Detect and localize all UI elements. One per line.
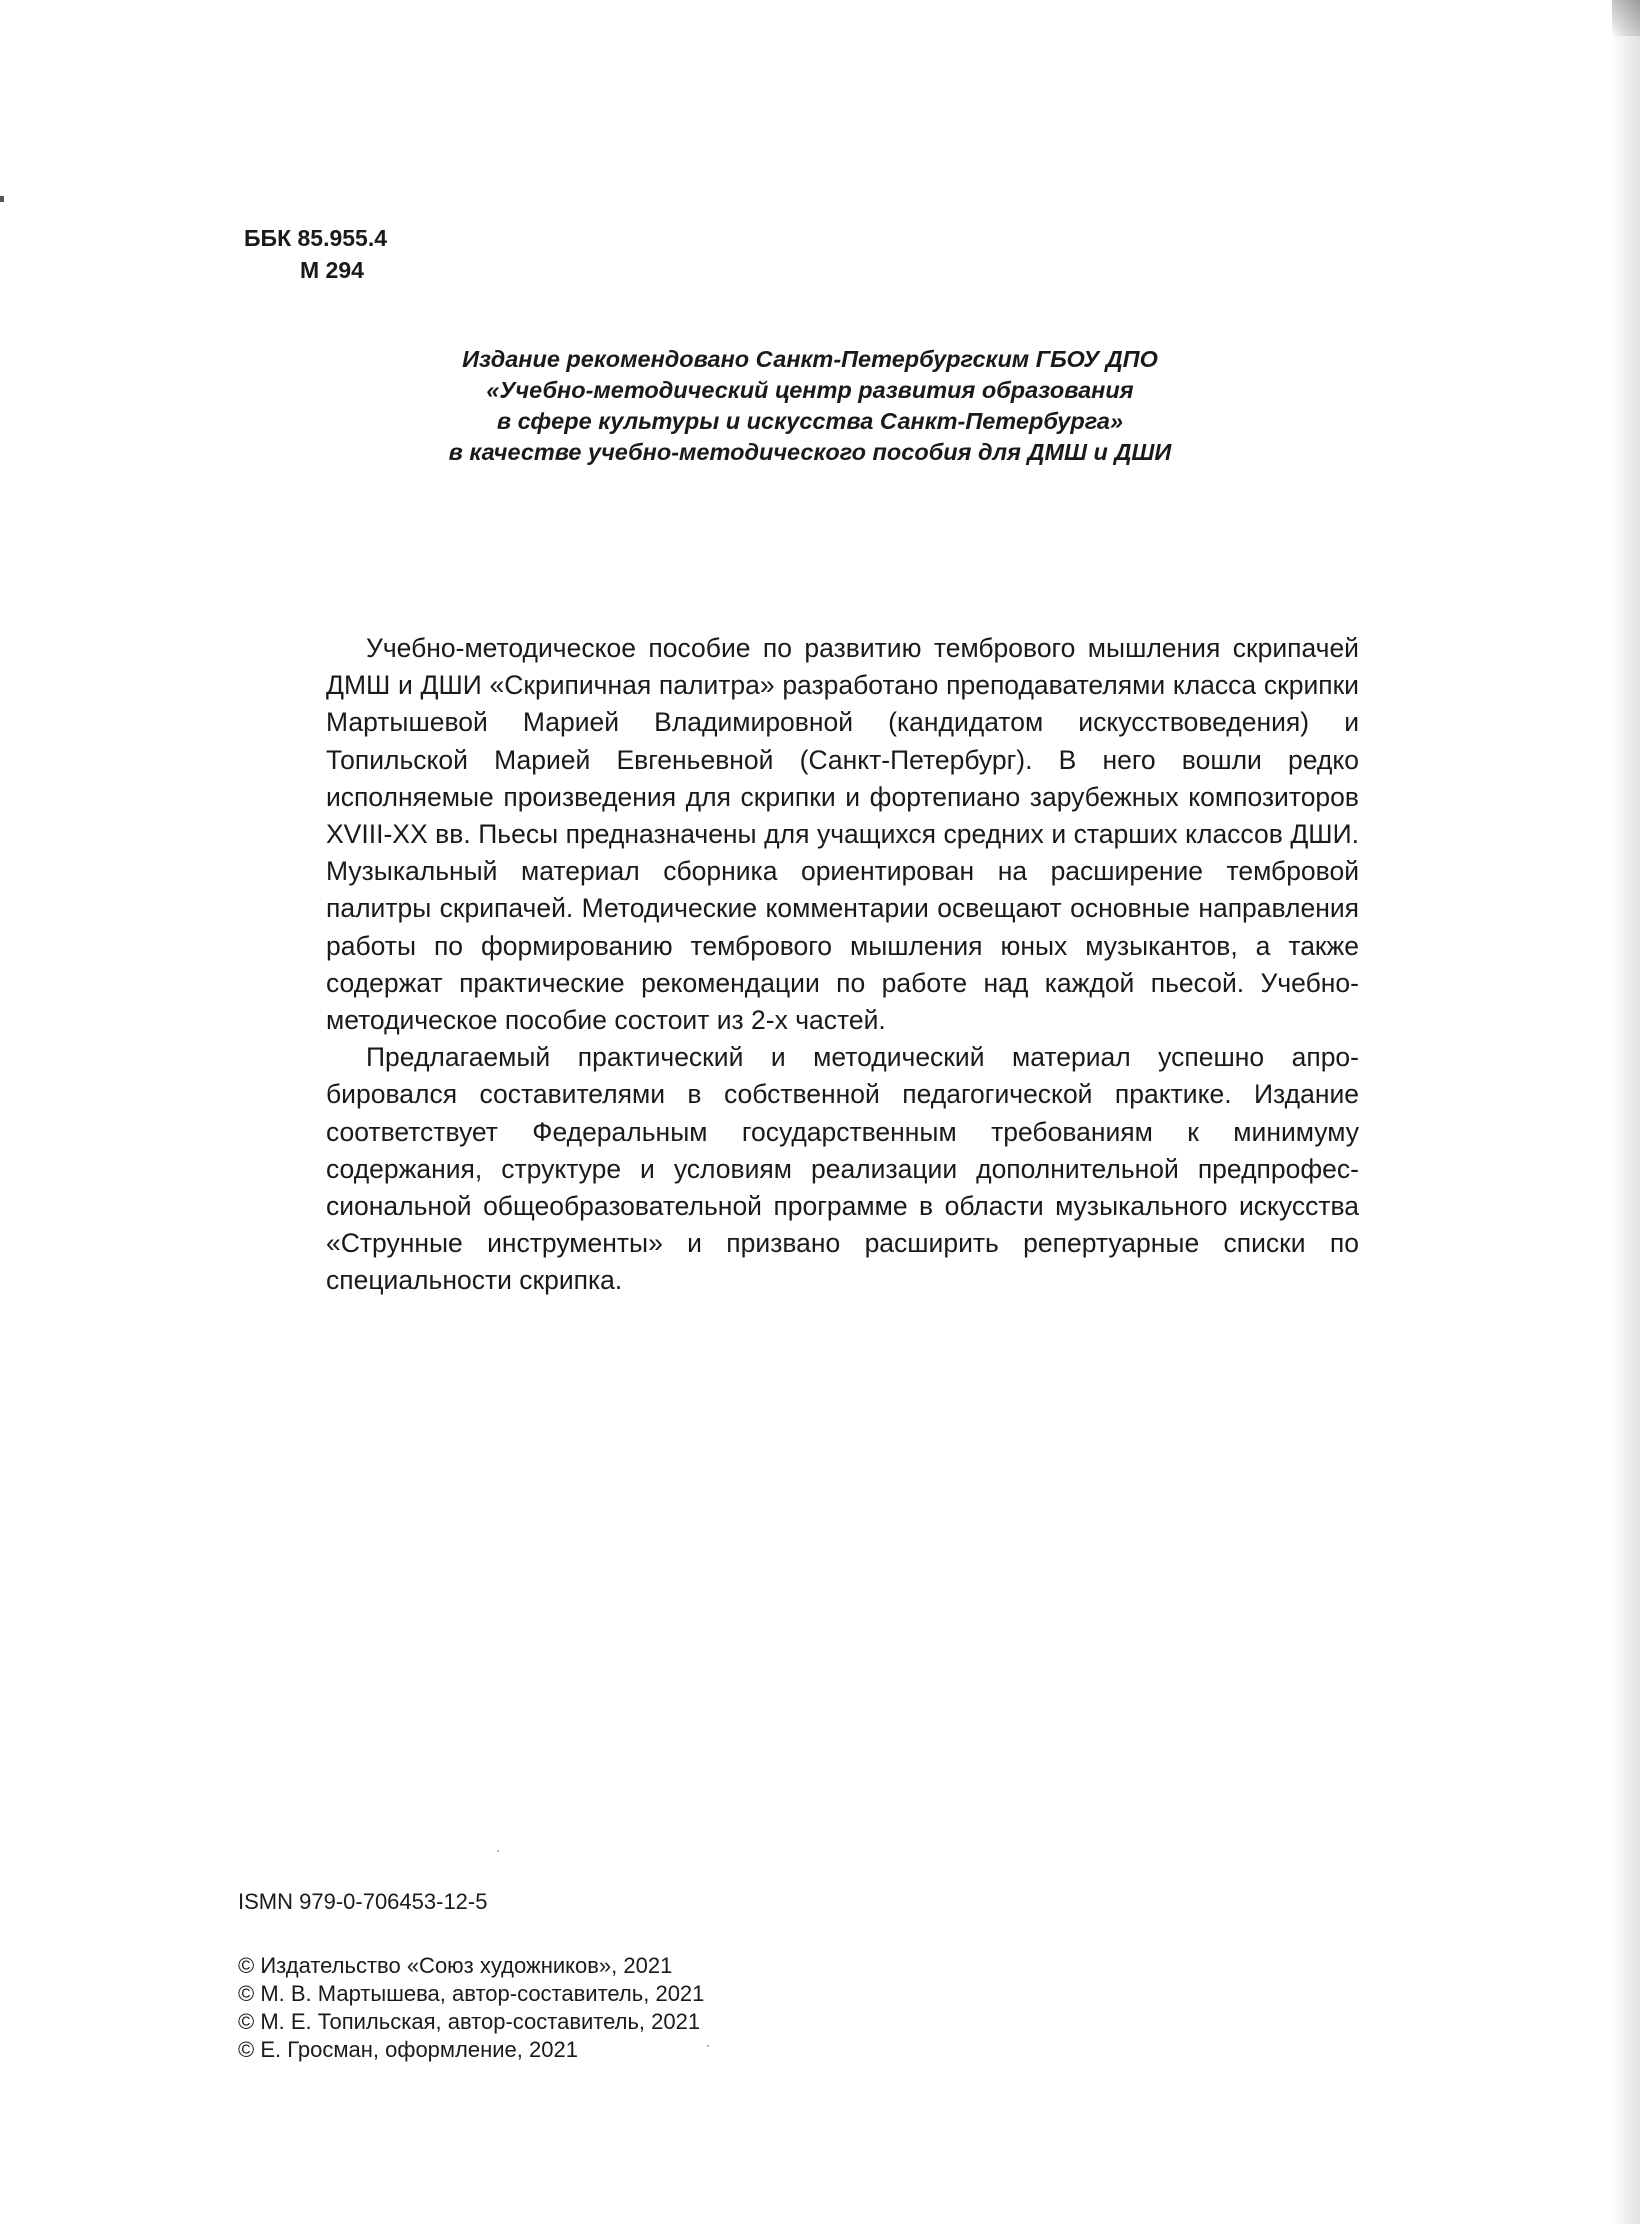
page-edge-shadow [1610,0,1640,2224]
recommendation-line: «Учебно-методический центр развития образования [486,377,1134,403]
recommendation-line: Издание рекомендовано Санкт-Петербургским ГБОУ ДПО [462,346,1158,372]
recommendation-line: в сфере культуры и искусства Санкт-Петербурга» [496,408,1124,434]
corner-shadow [1612,0,1640,36]
copyright-line: © Е. Гросман, оформление, 2021 [238,2037,578,2062]
recommendation-line: в качестве учебно-методического пособия для ДМШ и ДШИ [448,439,1172,465]
copyright-line: © М. В. Мартышева, автор-составитель, 2021 [238,1981,705,2006]
annotation-text [326,630,1359,1300]
ismn-number: ISMN 979-0-706453-12-5 [238,1889,488,1914]
copyright-line: © М. Е. Топильская, автор-составитель, 2021 [238,2009,701,2034]
scan-dust [497,1850,499,1852]
copyright-block [238,1952,704,2064]
author-mark: М 294 [300,257,364,283]
copyright-line: © Издательство «Союз художников», 2021 [238,1953,673,1978]
recommendation-notice [300,344,1320,468]
scan-edge-mark [0,196,4,202]
annotation-paragraph: Предлагаемый практический и методический материал успешно апробировался составителями в собственной педагогической практике. Издание соответствует Федеральным государственным требованиям к минимуму содержания, структуре и условиям реализации дополнительной предпрофессиональной общеобразовательной программе в области музыкального искусства «Струнные инструменты» и призвано расширить репертуарные списки по специальности скрипка. [326,1042,1359,1296]
classification-block [244,222,387,286]
annotation-paragraph: Учебно-методическое пособие по развитию тембрового мышления скрипачей ДМШ и ДШИ «Скрипичная палитра» разработано преподавателями класса скрипки Мартышевой Марией Владимировной (кандидатом искусствоведения) и Топильской Марией Евгеньевной (Санкт-Петербург). В него вошли редко исполняемые произведения для скрипки и фортепиано зарубежных композиторов XVIII-XX вв. Пьесы предназначены для учащихся средних и старших классов ДШИ. Музыкальный материал сборника ориентирован на расширение тембровой палитры скрипачей. Методические комментарии освещают основные направления работы по формированию тембрового мышления юных музыкантов, а также содержат практические рекомендации по работе над каждой пьесой. Учебно-методическое пособие состоит из 2-х частей. [326,633,1359,1036]
bbk-code: ББК 85.955.4 [244,225,388,251]
scan-dust [707,2045,709,2047]
